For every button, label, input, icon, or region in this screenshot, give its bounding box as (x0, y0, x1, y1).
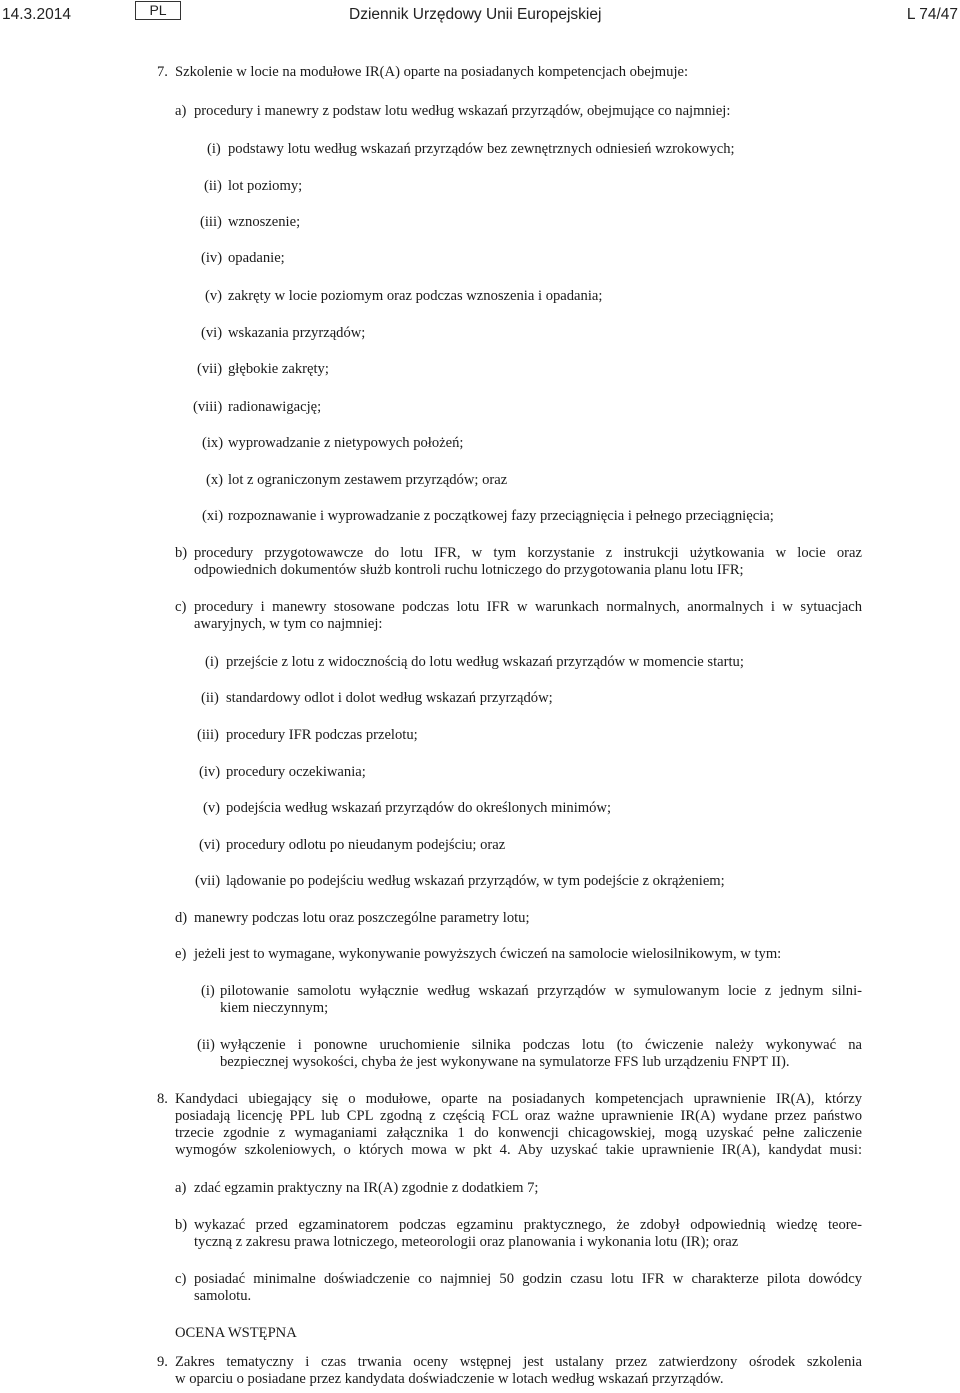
a-vii-label: (vii) (197, 361, 223, 377)
c-vi-text: procedury odlotu po nieudanym podejściu; oraz (226, 837, 506, 853)
c-vi-label: (vi) (199, 837, 221, 853)
page-number: L 74/47 (906, 6, 958, 23)
s8-item-a-text: zdać egzamin praktyczny na IR(A) zgodnie z dodatkiem 7; (194, 1180, 539, 1196)
s8-item-c-line1: posiadać minimalne doświadczenie co najmniej 50 godzin czasu lotu IFR w charakterze pilota dowódcy (194, 1271, 862, 1287)
item-c-label: c) (175, 599, 187, 615)
section-9-line2: w oparciu o posiadane przez kandydata doświadczenie w lotach według wskazań przyrządów. (175, 1371, 724, 1387)
item-c-line1: procedury i manewry stosowane podczas lotu IFR w warunkach normalnych, anormalnych i w sytuacjach (194, 599, 862, 615)
section-heading-ocena-wstepna: OCENA WSTĘPNA (175, 1325, 297, 1341)
item-d-label: d) (175, 910, 188, 926)
c-vii-text: lądowanie po podejściu według wskazań przyrządów, w tym podejście z okrążeniem; (226, 873, 725, 889)
a-vi-text: wskazania przyrządów; (228, 325, 366, 341)
a-vi-label: (vi) (201, 325, 223, 341)
c-iii-label: (iii) (197, 727, 219, 743)
a-xi-label: (xi) (202, 508, 224, 524)
e-i-line2: kiem nieczynnym; (220, 1000, 329, 1016)
a-viii-text: radionawigację; (228, 399, 322, 415)
a-ii-label: (ii) (204, 178, 222, 194)
a-iv-label: (iv) (201, 250, 223, 266)
s8-item-c-line2: samolotu. (194, 1288, 252, 1304)
section-8-number: 8. (157, 1091, 168, 1107)
e-ii-line2: bezpiecznej wysokości, chyba że jest wykonywane na symulatorze FFS lub urządzeniu FNPT II). (220, 1054, 790, 1070)
s8-item-b-label: b) (175, 1217, 188, 1233)
item-c-line2: awaryjnych, w tym co najmniej: (194, 616, 383, 632)
s8-item-b-line2: tyczną z zakresu prawa lotniczego, meteorologii oraz planowania i wykonania lotu (IR); oraz (194, 1234, 739, 1250)
e-ii-label: (ii) (197, 1037, 215, 1053)
item-a-label: a) (175, 103, 187, 119)
a-i-label: (i) (207, 141, 221, 157)
a-x-label: (x) (206, 472, 224, 488)
section-8-line1: Kandydaci ubiegający się o modułowe, oparte na posiadanych kompetencjach uprawnienie IR(A), którzy (175, 1091, 862, 1107)
section-8-line3: trzecie zgodnie z wymaganiami załącznika 1 do konwencji chicagowskiej, mogą uzyskać pełne zaliczenie (175, 1125, 862, 1141)
a-iii-text: wznoszenie; (228, 214, 301, 230)
a-ix-text: wyprowadzanie z nietypowych położeń; (228, 435, 464, 451)
language-badge: PL (135, 1, 181, 20)
a-ii-text: lot poziomy; (228, 178, 303, 194)
item-b-label: b) (175, 545, 188, 561)
item-e-label: e) (175, 946, 187, 962)
item-b-line2: odpowiednich dokumentów służb kontroli ruchu lotniczego do przygotowania planu lotu IFR; (194, 562, 744, 578)
a-xi-text: rozpoznawanie i wyprowadzanie z początkowej fazy przeciągnięcia i pełnego przeciągnięcia; (228, 508, 774, 524)
s8-item-a-label: a) (175, 1180, 187, 1196)
a-x-text: lot z ograniczonym zestawem przyrządów; oraz (228, 472, 508, 488)
a-i-text: podstawy lotu według wskazań przyrządów bez zewnętrznych odniesień wzrokowych; (228, 141, 735, 157)
publication-date: 14.3.2014 (2, 6, 71, 23)
c-i-label: (i) (205, 654, 219, 670)
a-iv-text: opadanie; (228, 250, 285, 266)
journal-title: Dziennik Urzędowy Unii Europejskiej (349, 6, 602, 23)
c-iii-text: procedury IFR podczas przelotu; (226, 727, 418, 743)
s8-item-c-label: c) (175, 1271, 187, 1287)
e-ii-line1: wyłączenie i ponowne uruchomienie silnika podczas lotu (to ćwiczenie należy wykonywać na (220, 1037, 862, 1053)
c-vii-label: (vii) (195, 873, 221, 889)
c-ii-text: standardowy odlot i dolot według wskazań przyrządów; (226, 690, 553, 706)
e-i-label: (i) (201, 983, 215, 999)
page-header (0, 0, 960, 30)
section-8-line4: wymogów szkoleniowych, o których mowa w pkt 4. Aby uzyskać takie uprawnienie IR(A), kandydat musi: (175, 1142, 862, 1158)
s8-item-b-line1: wykazać przed egzaminatorem podczas egzaminu praktycznego, że zdobył odpowiednią wiedzę teore- (194, 1217, 862, 1233)
c-iv-text: procedury oczekiwania; (226, 764, 366, 780)
item-b-line1: procedury przygotowawcze do lotu IFR, w tym korzystanie z instrukcji użytkowania w locie oraz (194, 545, 862, 561)
c-v-label: (v) (203, 800, 221, 816)
c-i-text: przejście z lotu z widocznością do lotu według wskazań przyrządów w momencie startu; (226, 654, 744, 670)
a-v-label: (v) (205, 288, 223, 304)
section-9-number: 9. (157, 1354, 168, 1370)
item-a-text: procedury i manewry z podstaw lotu według wskazań przyrządów, obejmujące co najmniej: (194, 103, 731, 119)
c-ii-label: (ii) (201, 690, 219, 706)
a-viii-label: (viii) (193, 399, 223, 415)
a-iii-label: (iii) (200, 214, 222, 230)
e-i-line1: pilotowanie samolotu wyłącznie według wskazań przyrządów w symulowanym locie z jednym silni- (220, 983, 862, 999)
section-9-line1: Zakres tematyczny i czas trwania oceny wstępnej jest ustalany przez zatwierdzony ośrodek szkolenia (175, 1354, 862, 1370)
a-vii-text: głębokie zakręty; (228, 361, 329, 377)
a-ix-label: (ix) (202, 435, 224, 451)
section-7-intro: Szkolenie w locie na modułowe IR(A) oparte na posiadanych kompetencjach obejmuje: (175, 64, 689, 80)
c-iv-label: (iv) (199, 764, 221, 780)
section-7-number: 7. (157, 64, 168, 80)
a-v-text: zakręty w locie poziomym oraz podczas wznoszenia i opadania; (228, 288, 603, 304)
c-v-text: podejścia według wskazań przyrządów do określonych minimów; (226, 800, 612, 816)
item-d-text: manewry podczas lotu oraz poszczególne parametry lotu; (194, 910, 530, 926)
section-8-line2: posiadają licencję PPL lub CPL zgodną z częścią FCL oraz ważne uprawnienie IR(A) wydane przez państwo (175, 1108, 862, 1124)
item-e-text: jeżeli jest to wymagane, wykonywanie powyższych ćwiczeń na samolocie wielosilnikowym, w tym: (194, 946, 782, 962)
